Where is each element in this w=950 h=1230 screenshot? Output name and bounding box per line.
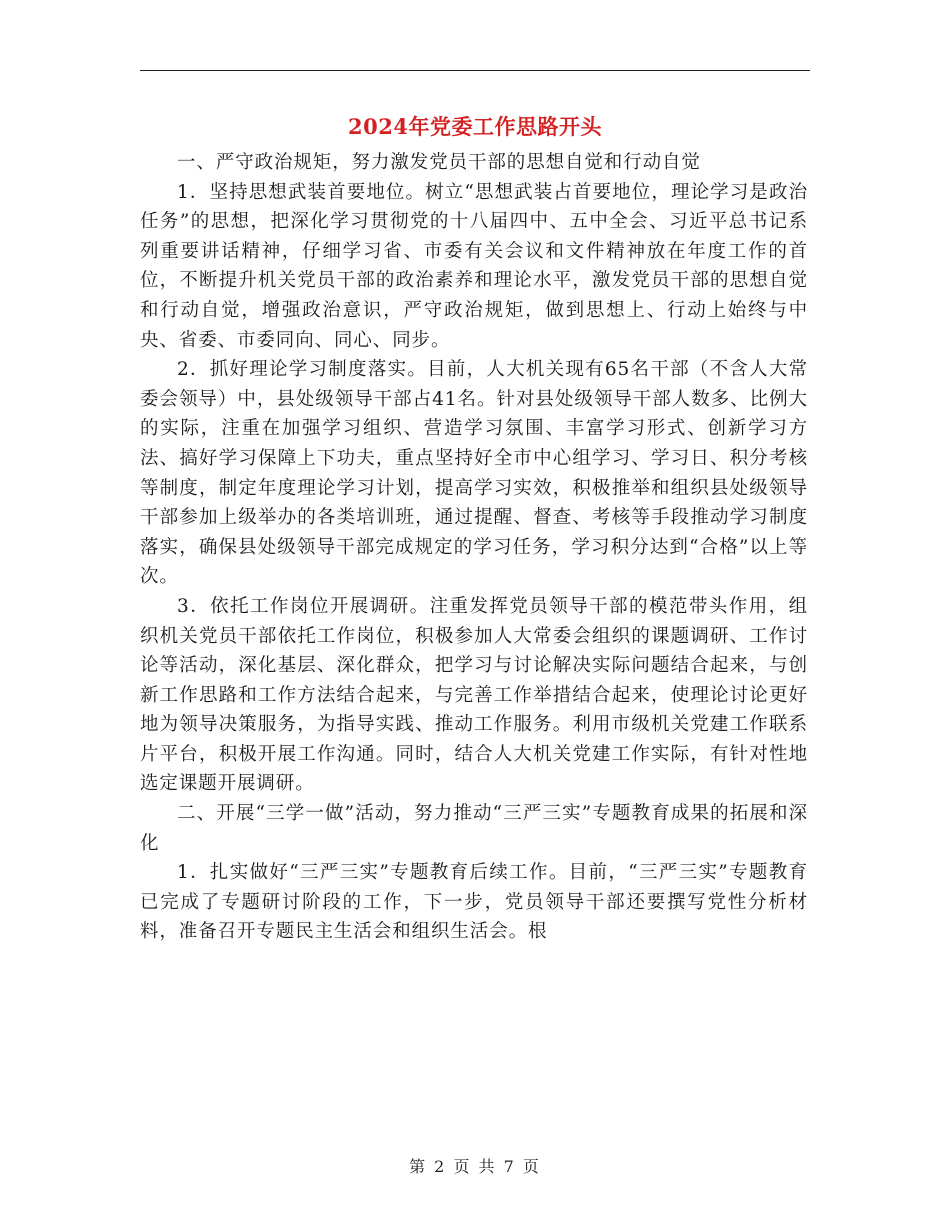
- body-paragraph: 2．抓好理论学习制度落实。目前，人大机关现有65名干部（不含人大常委会领导）中，县处级领导干部占41名。针对县处级领导干部人数多、比例大的实际，注重在加强学习组织、营造学习氛围、丰富学习形式、创新学习方法、搞好学习保障上下功夫，重点坚持好全市中心组学习、学习日、积分考核等制度，制定年度理论学习计划，提高学习实效，积极推举和组织县处级领导干部参加上级举办的各类培训班，通过提醒、督查、考核等手段推动学习制度落实，确保县处级领导干部完成规定的学习任务，学习积分达到“合格”以上等次。: [140, 359, 808, 588]
- section-heading-2: 二、开展“三学一做”活动，努力推动“三严三实”专题教育成果的拓展和深化: [140, 803, 808, 854]
- document-body: [140, 148, 808, 947]
- document-title: 2024年党委工作思路开头: [348, 114, 602, 139]
- body-paragraph: 3．依托工作岗位开展调研。注重发挥党员领导干部的模范带头作用，组织机关党员干部依托工作岗位，积极参加人大常委会组织的课题调研、工作讨论等活动，深化基层、深化群众，把学习与讨论解决实际问题结合起来，与创新工作思路和工作方法结合起来，与完善工作举措结合起来，使理论讨论更好地为领导决策服务，为指导实践、推动工作服务。利用市级机关党建工作联系片平台，积极开展工作沟通。同时，结合人大机关党建工作实际，有针对性地选定课题开展调研。: [140, 595, 808, 795]
- body-paragraph: 1．坚持思想武装首要地位。树立“思想武装占首要地位，理论学习是政治任务”的思想，把深化学习贯彻党的十八届四中、五中全会、习近平总书记系列重要讲话精神，仔细学习省、市委有关会议和文件精神放在年度工作的首位，不断提升机关党员干部的政治素养和理论水平，激发党员干部的思想自觉和行动自觉，增强政治意识，严守政治规矩，做到思想上、行动上始终与中央、省委、市委同向、同心、同步。: [140, 181, 808, 351]
- body-paragraph: 1．扎实做好“三严三实”专题教育后续工作。目前，“三严三实”专题教育已完成了专题研讨阶段的工作，下一步，党员领导干部还要撰写党性分析材料，准备召开专题民主生活会和组织生活会。根: [140, 862, 808, 943]
- section-heading-1: 一、严守政治规矩，努力激发党员干部的思想自觉和行动自觉: [177, 152, 701, 173]
- page-number-footer: 第 2 页 共 7 页: [409, 1157, 541, 1176]
- header-rule: [140, 70, 810, 71]
